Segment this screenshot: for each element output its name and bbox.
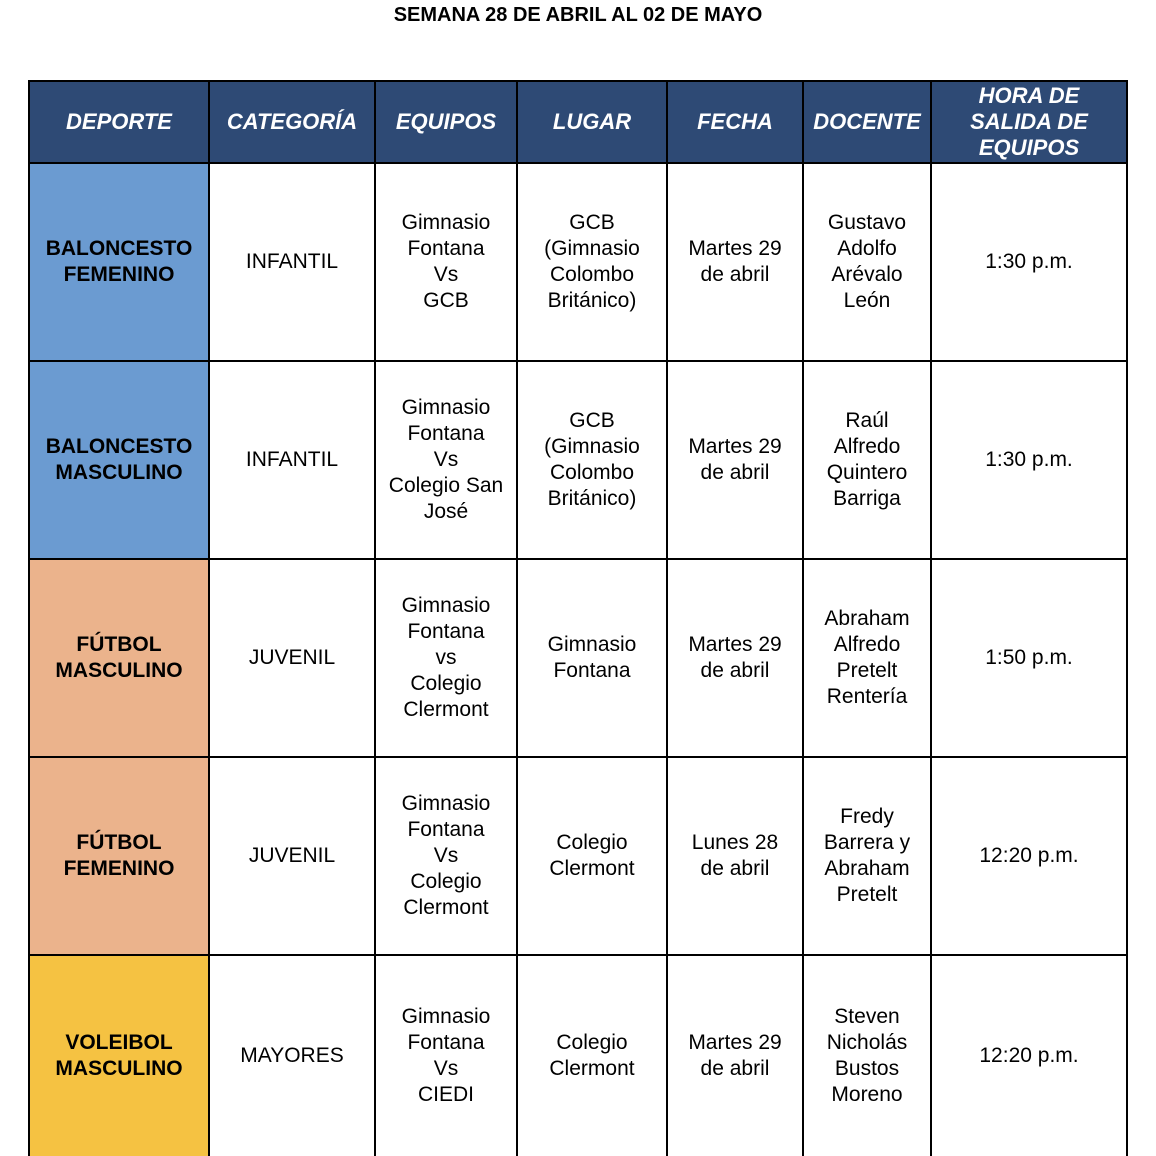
equipos-line: CIEDI [417, 1083, 474, 1106]
cell-hora-salida: 1:30 p.m. [931, 361, 1127, 559]
deporte-line: FÚTBOL [76, 633, 162, 656]
cell-docente [803, 361, 931, 559]
lugar-line: Colombo [549, 461, 635, 484]
docente-line: Bustos [834, 1057, 900, 1080]
cell-categoria: INFANTIL [209, 361, 375, 559]
docente-line: Nicholás [826, 1031, 908, 1054]
cell-lugar [517, 163, 667, 361]
cell-categoria: JUVENIL [209, 757, 375, 955]
lugar-line: Colegio [556, 831, 628, 854]
cell-fecha [667, 955, 803, 1156]
equipos-line: Vs [433, 1057, 459, 1080]
docente-line: Barrera y [823, 831, 911, 854]
docente-line: Adolfo [837, 237, 897, 260]
deporte-line: BALONCESTO [45, 237, 193, 260]
cell-deporte [29, 559, 209, 757]
fecha-line: de abril [700, 857, 770, 880]
docente-line: Pretelt [836, 883, 898, 906]
cell-equipos [375, 757, 517, 955]
schedule-table [28, 80, 1128, 1156]
header-hora-line: HORA DE [978, 83, 1080, 108]
header-hora-salida [931, 81, 1127, 163]
equipos-line: vs [435, 646, 457, 669]
equipos-line: Colegio [410, 672, 482, 695]
equipos-line: Fontana [407, 237, 485, 260]
header-row [29, 81, 1127, 163]
cell-docente [803, 955, 931, 1156]
docente-line: Alfredo [833, 633, 901, 656]
table-row [29, 163, 1127, 361]
docente-line: Quintero [826, 461, 908, 484]
deporte-line: VOLEIBOL [65, 1031, 173, 1054]
equipos-line: Vs [433, 448, 459, 471]
deporte-line: MASCULINO [55, 1057, 183, 1080]
docente-line: Moreno [831, 1083, 903, 1106]
cell-categoria: INFANTIL [209, 163, 375, 361]
cell-lugar [517, 955, 667, 1156]
fecha-line: Lunes 28 [691, 831, 779, 854]
cell-fecha [667, 361, 803, 559]
fecha-line: de abril [700, 1057, 770, 1080]
cell-hora-salida: 1:30 p.m. [931, 163, 1127, 361]
docente-line: Raúl [845, 409, 889, 432]
table-row [29, 361, 1127, 559]
equipos-line: Clermont [403, 698, 489, 721]
page-title: SEMANA 28 DE ABRIL AL 02 DE MAYO [393, 4, 763, 26]
equipos-line: Gimnasio [401, 396, 491, 419]
docente-line: León [843, 289, 891, 312]
fecha-line: Martes 29 [688, 1031, 782, 1054]
cell-lugar [517, 757, 667, 955]
equipos-line: José [423, 500, 469, 523]
equipos-line: Fontana [407, 818, 485, 841]
cell-fecha [667, 163, 803, 361]
fecha-line: de abril [700, 659, 770, 682]
equipos-line: Gimnasio [401, 211, 491, 234]
equipos-line: Fontana [407, 620, 485, 643]
deporte-line: MASCULINO [55, 461, 183, 484]
table-row [29, 955, 1127, 1156]
cell-equipos [375, 955, 517, 1156]
table-row [29, 757, 1127, 955]
deporte-line: BALONCESTO [45, 435, 193, 458]
header-categoria: CATEGORÍA [209, 81, 375, 163]
cell-lugar [517, 361, 667, 559]
cell-categoria: MAYORES [209, 955, 375, 1156]
header-lugar: LUGAR [517, 81, 667, 163]
equipos-line: Clermont [403, 896, 489, 919]
equipos-line: Gimnasio [401, 594, 491, 617]
header-docente: DOCENTE [803, 81, 931, 163]
docente-line: Rentería [826, 685, 908, 708]
lugar-line: Clermont [549, 857, 635, 880]
cell-categoria: JUVENIL [209, 559, 375, 757]
lugar-line: Británico) [547, 487, 637, 510]
fecha-line: Martes 29 [688, 633, 782, 656]
equipos-line: Vs [433, 263, 459, 286]
cell-deporte [29, 163, 209, 361]
header-hora-line: SALIDA DE [970, 109, 1088, 134]
lugar-line: GCB [569, 409, 615, 432]
docente-line: Arévalo [831, 263, 903, 286]
cell-lugar [517, 559, 667, 757]
equipos-line: Vs [433, 844, 459, 867]
lugar-line: Gimnasio [547, 633, 637, 656]
fecha-line: Martes 29 [688, 435, 782, 458]
equipos-line: Colegio San [388, 474, 504, 497]
cell-hora-salida: 1:50 p.m. [931, 559, 1127, 757]
equipos-line: Fontana [407, 422, 485, 445]
cell-deporte [29, 361, 209, 559]
deporte-line: FÚTBOL [76, 831, 162, 854]
docente-line: Abraham [824, 857, 910, 880]
deporte-line: FEMENINO [63, 263, 175, 286]
fecha-line: Martes 29 [688, 237, 782, 260]
docente-line: Fredy [840, 805, 894, 828]
equipos-line: GCB [423, 289, 469, 312]
cell-equipos [375, 361, 517, 559]
cell-deporte [29, 955, 209, 1156]
docente-line: Pretelt [836, 659, 898, 682]
cell-hora-salida: 12:20 p.m. [931, 757, 1127, 955]
cell-fecha [667, 559, 803, 757]
deporte-line: FEMENINO [63, 857, 175, 880]
cell-docente [803, 559, 931, 757]
fecha-line: de abril [700, 263, 770, 286]
header-deporte: DEPORTE [29, 81, 209, 163]
docente-line: Barriga [833, 487, 901, 510]
lugar-line: Clermont [549, 1057, 635, 1080]
lugar-line: Británico) [547, 289, 637, 312]
cell-equipos [375, 559, 517, 757]
header-equipos: EQUIPOS [375, 81, 517, 163]
cell-deporte [29, 757, 209, 955]
header-fecha: FECHA [667, 81, 803, 163]
docente-line: Gustavo [827, 211, 907, 234]
header-hora-line: EQUIPOS [978, 135, 1080, 160]
cell-hora-salida: 12:20 p.m. [931, 955, 1127, 1156]
equipos-line: Colegio [410, 870, 482, 893]
lugar-line: Fontana [553, 659, 631, 682]
equipos-line: Gimnasio [401, 1005, 491, 1028]
cell-fecha [667, 757, 803, 955]
docente-line: Alfredo [833, 435, 901, 458]
docente-line: Steven [834, 1005, 900, 1028]
lugar-line: Colombo [549, 263, 635, 286]
lugar-line: Colegio [556, 1031, 628, 1054]
table-row [29, 559, 1127, 757]
cell-docente [803, 757, 931, 955]
cell-equipos [375, 163, 517, 361]
deporte-line: MASCULINO [55, 659, 183, 682]
lugar-line: (Gimnasio [544, 435, 640, 458]
equipos-line: Gimnasio [401, 792, 491, 815]
lugar-line: GCB [569, 211, 615, 234]
docente-line: Abraham [824, 607, 910, 630]
fecha-line: de abril [700, 461, 770, 484]
cell-docente [803, 163, 931, 361]
lugar-line: (Gimnasio [544, 237, 640, 260]
equipos-line: Fontana [407, 1031, 485, 1054]
